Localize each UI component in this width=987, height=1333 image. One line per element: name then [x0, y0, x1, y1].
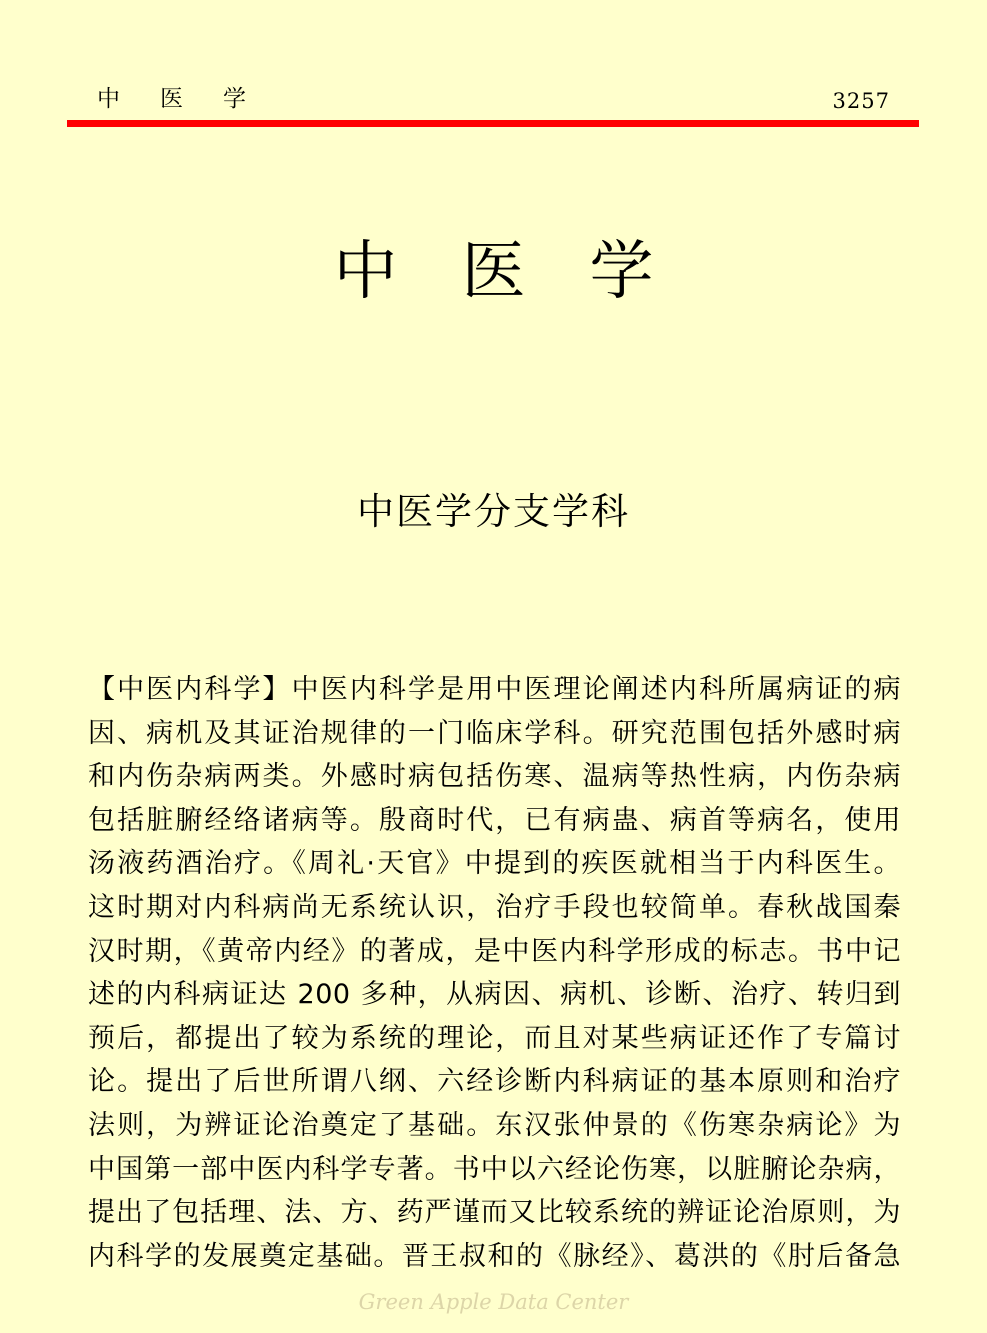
watermark: Green Apple Data Center — [358, 1290, 629, 1314]
body-text — [88, 668, 901, 1278]
body-line: 汤液药酒治疗。《周礼·天官》中提到的疾医就相当于内科医生。 — [88, 848, 901, 880]
body-line: 因、病机及其证治规律的一门临床学科。研究范围包括外感时病 — [88, 717, 901, 749]
body-line: 法则，为辨证论治奠定了基础。东汉张仲景的《伤寒杂病论》为 — [88, 1109, 901, 1141]
body-line: 述的内科病证达 200 多种，从病因、病机、诊断、治疗、转归到 — [88, 979, 901, 1011]
main-title: 中医学 — [333, 235, 718, 309]
body-line: 中国第一部中医内科学专著。书中以六经论伤寒，以脏腑论杂病， — [88, 1153, 901, 1185]
header-rule — [67, 120, 919, 127]
body-line: 汉时期，《黄帝内经》的著成，是中医内科学形成的标志。书中记 — [88, 935, 901, 967]
body-line: 包括脏腑经络诸病等。殷商时代，已有病蛊、病首等病名，使用 — [88, 804, 901, 836]
body-line: 【中医内科学】中医内科学是用中医理论阐述内科所属病证的病 — [88, 674, 901, 705]
page-number: 3257 — [832, 89, 890, 113]
body-line: 提出了包括理、法、方、药严谨而又比较系统的辨证论治原则，为 — [88, 1197, 901, 1229]
running-head-title: 中医学 — [97, 86, 286, 112]
body-line: 和内伤杂病两类。外感时病包括伤寒、温病等热性病，内伤杂病 — [88, 761, 901, 793]
section-title: 中医学分支学科 — [357, 490, 630, 533]
body-line: 这时期对内科病尚无系统认识，治疗手段也较简单。春秋战国秦 — [88, 891, 901, 923]
body-line: 预后，都提出了较为系统的理论，而且对某些病证还作了专篇讨 — [88, 1022, 901, 1054]
body-line: 内科学的发展奠定基础。晋王叔和的《脉经》、葛洪的《肘后备急 — [88, 1240, 901, 1272]
body-line: 论。提出了后世所谓八纲、六经诊断内科病证的基本原则和治疗 — [88, 1066, 901, 1098]
